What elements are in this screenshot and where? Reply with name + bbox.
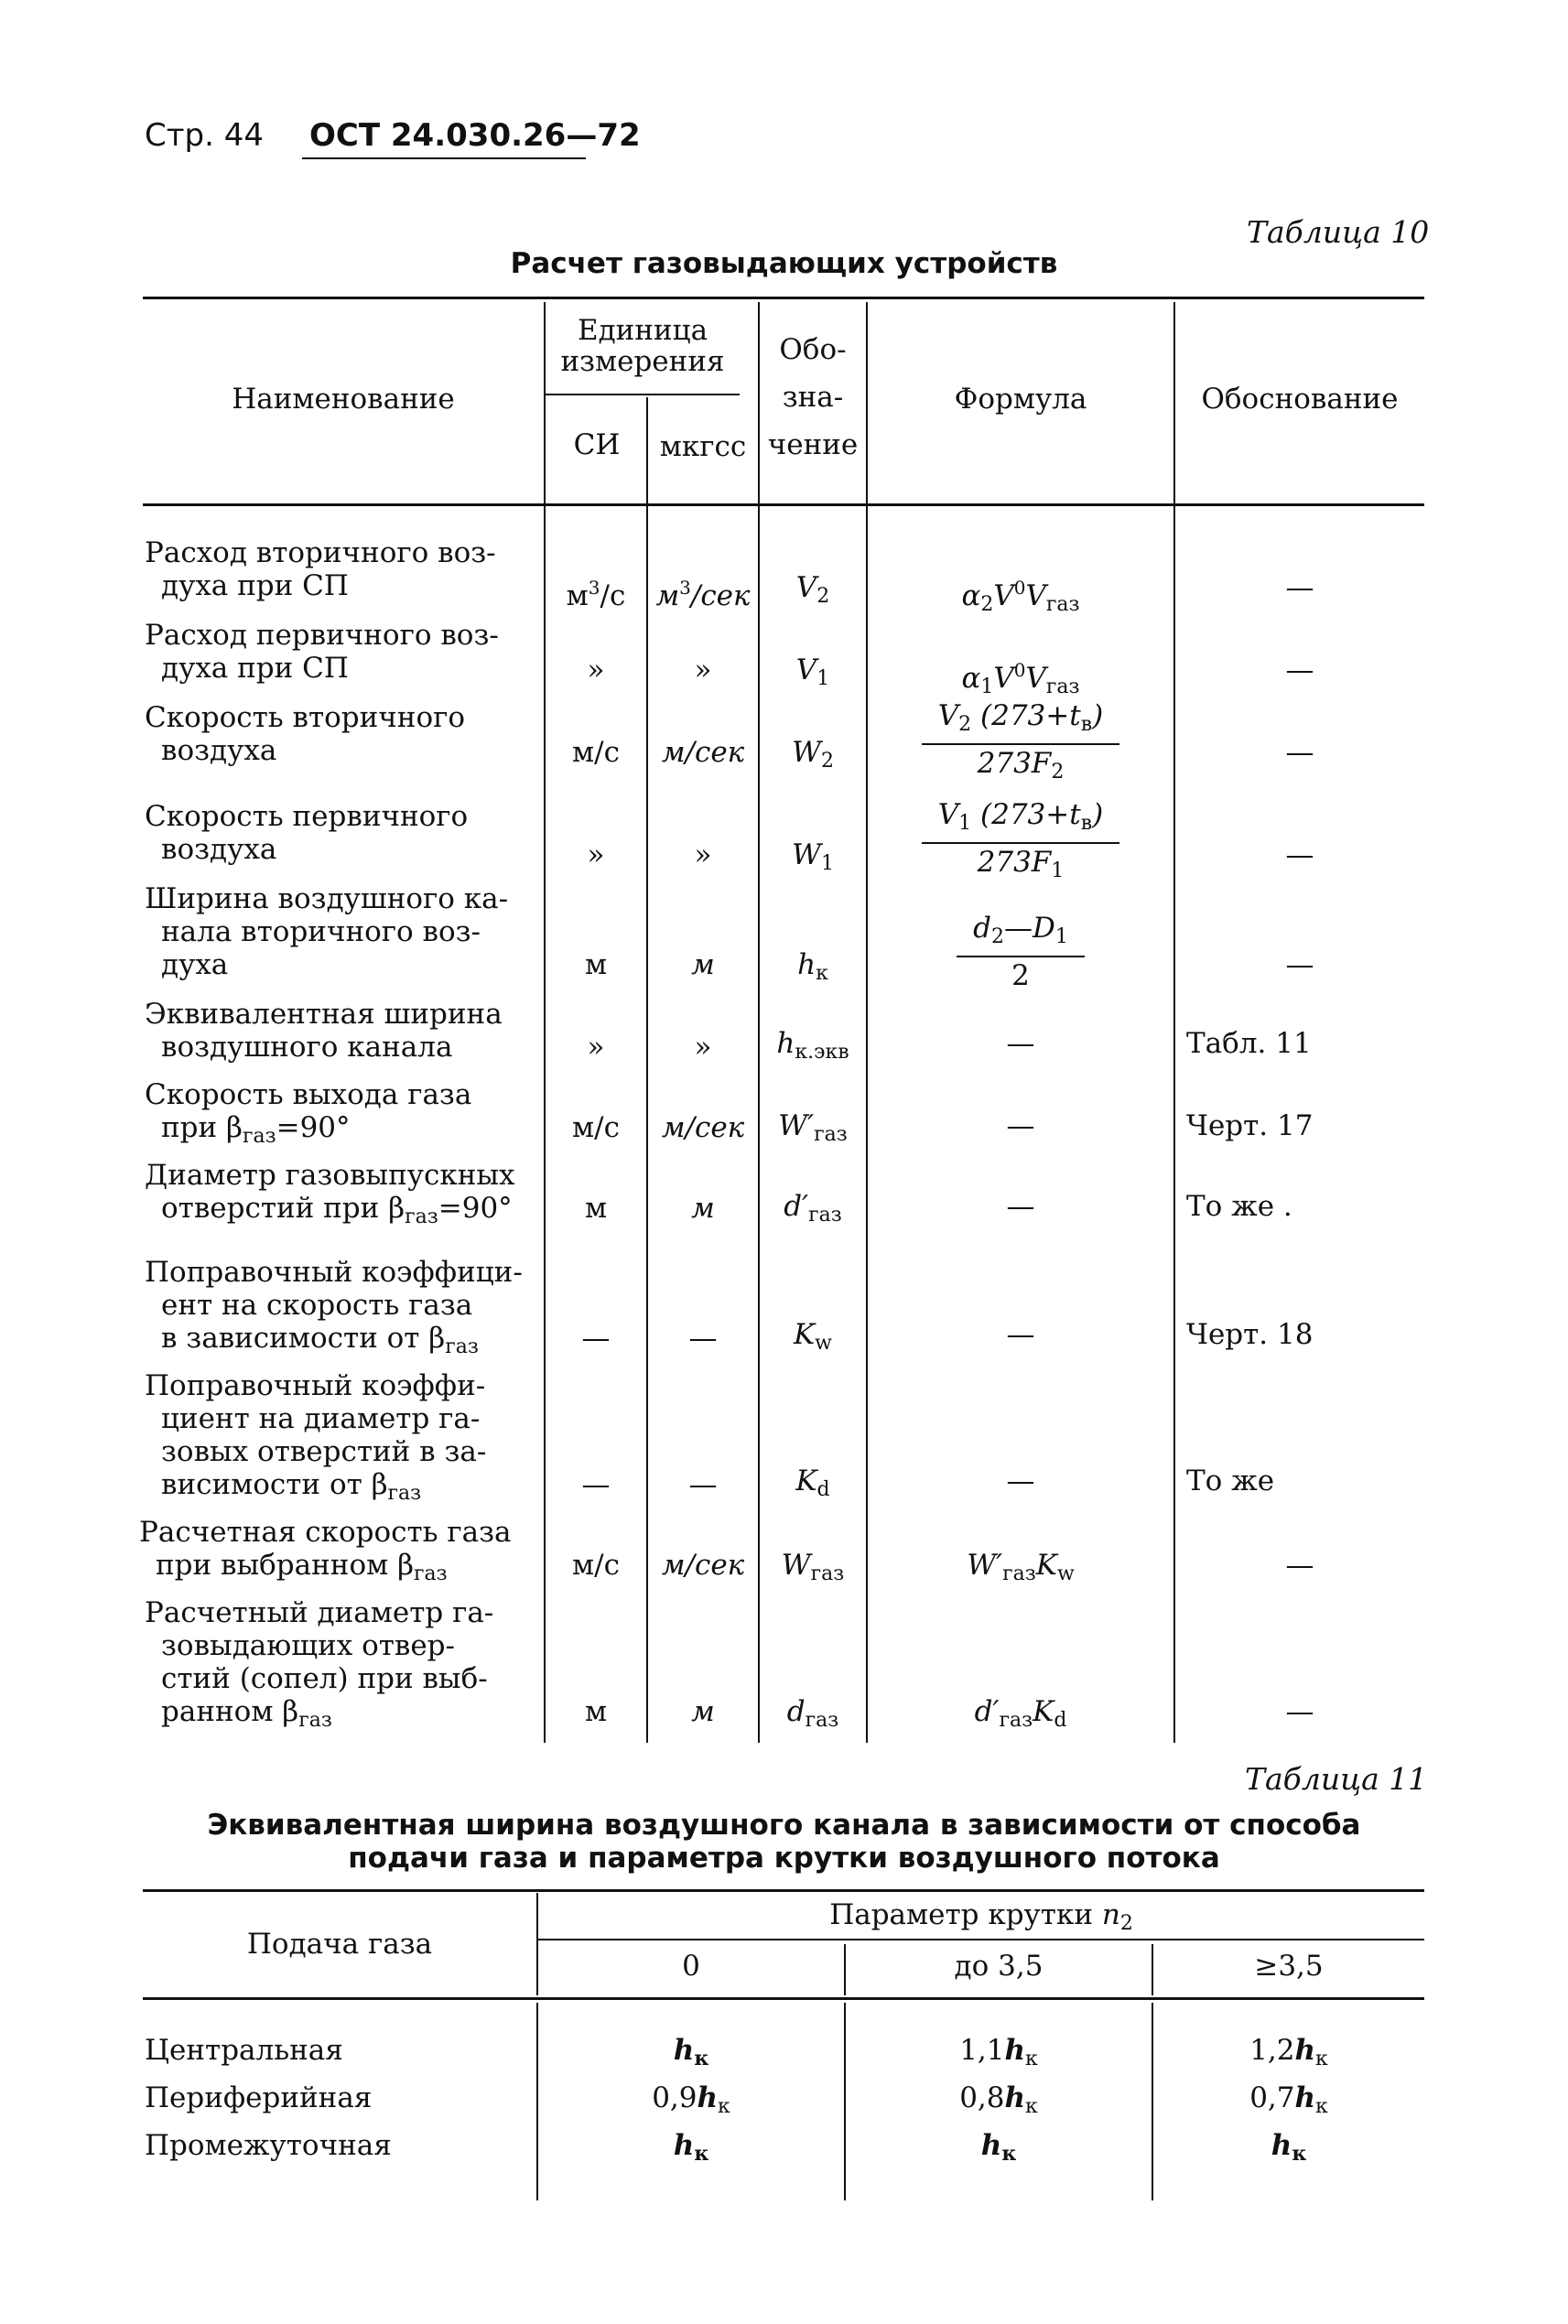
col-rule-3	[758, 302, 760, 1743]
row-7-formula: —	[1006, 1109, 1035, 1142]
row-4-formula	[868, 798, 1173, 888]
table10-row-6-name	[145, 998, 540, 1064]
row-3-formula	[868, 699, 1173, 789]
row-11-name-line-1: Расчетная скорость газа	[139, 1516, 512, 1549]
row-7-mkgss: м/сек	[661, 1111, 745, 1144]
row-12-si: м	[584, 1695, 608, 1728]
row-3-numerator: $V_2$ $(273+t_в)$	[922, 699, 1119, 745]
row-4-fraction	[922, 798, 1119, 888]
row-4-mkgss: »	[694, 838, 712, 871]
row-5-name-line-2: нала вторичного воз-	[161, 915, 481, 948]
row-12-basis: —	[1285, 1695, 1314, 1728]
row-5-formula	[868, 912, 1173, 992]
row-11-symbol: $W_{газ}$	[781, 1549, 845, 1585]
row-3-mkgss: м/сек	[661, 736, 745, 769]
header-unit-group-text: Единица измерения	[560, 314, 725, 378]
header-unit-si: СИ	[573, 428, 621, 461]
row-7-si: м/с	[572, 1111, 620, 1144]
row-11-name-line-2: при выбранном $\beta_{газ}$	[156, 1549, 448, 1585]
t11-row-1-c2: $1,2h_к$	[1249, 2034, 1328, 2070]
row-1-si: $м^3/с$	[566, 577, 626, 612]
table10-row-9-name	[145, 1256, 540, 1364]
table10-row-5-name	[145, 882, 540, 981]
table10-title: Расчет газовыдающих устройств	[510, 247, 1058, 280]
col-rule-1	[544, 302, 546, 1743]
row-9-mkgss: —	[688, 1322, 718, 1355]
row-6-symbol: $h_{к.экв}$	[776, 1027, 849, 1064]
row-4-basis: —	[1285, 838, 1314, 871]
row-11-mkgss: м/сек	[661, 1549, 745, 1582]
header-underline	[302, 157, 586, 159]
row-5-numerator: $d_2—D_1$	[957, 912, 1085, 957]
row-9-si: —	[581, 1322, 611, 1355]
t11-header-c1: до 3,5	[954, 1950, 1044, 1983]
row-2-symbol: $V_1$	[795, 654, 830, 690]
row-9-name-line-1: Поправочный коэффици-	[145, 1256, 523, 1289]
page-number: Стр. 44	[145, 117, 265, 154]
row-10-name-line-2: циент на диаметр га-	[161, 1402, 481, 1435]
row-11-basis: —	[1285, 1549, 1314, 1582]
table11-title-line-2: подачи газа и параметра крутки воздушного потока	[348, 1842, 1220, 1875]
row-1-name-line-1: Расход вторичного воз-	[145, 536, 496, 569]
t11-row-2-c2: $0,7h_к$	[1249, 2081, 1328, 2118]
t11-row-1-c1: $1,1h_к$	[959, 2034, 1038, 2070]
row-4-si: »	[587, 838, 605, 871]
row-9-symbol: $K_w$	[793, 1318, 832, 1355]
row-12-name-line-1: Расчетный диаметр га-	[145, 1596, 494, 1629]
t11-row-2-c1: $0,8h_к$	[959, 2081, 1038, 2118]
row-10-formula: —	[1006, 1465, 1035, 1497]
row-10-name-line-1: Поправочный коэффи-	[145, 1369, 486, 1402]
row-3-name-line-2: воздуха	[161, 734, 277, 767]
t11-row-3-c0: $h_к$	[673, 2129, 709, 2166]
row-4-denominator: $273F_1$	[977, 846, 1065, 882]
table10-row-11-name	[139, 1516, 540, 1591]
row-2-name-line-1: Расход первичного воз-	[145, 619, 499, 652]
row-6-name-line-1: Эквивалентная ширина	[145, 998, 503, 1031]
row-10-mkgss: —	[688, 1468, 718, 1501]
row-3-basis: —	[1285, 736, 1314, 769]
header-name: Наименование	[232, 383, 455, 416]
running-header	[145, 117, 641, 154]
col-rule-5	[1173, 302, 1175, 1743]
table11-top-rule	[143, 1889, 1424, 1892]
row-2-si: »	[587, 654, 605, 686]
t11-row-3-c2: $h_к$	[1271, 2129, 1307, 2166]
row-6-si: »	[587, 1031, 605, 1064]
header-formula: Формула	[954, 383, 1087, 416]
table10-row-1-name	[145, 536, 540, 602]
table10-row-8-name	[145, 1159, 540, 1234]
row-5-basis: —	[1285, 948, 1314, 981]
row-3-si: м/с	[572, 736, 620, 769]
table10-top-rule	[143, 297, 1424, 299]
row-5-name-line-1: Ширина воздушного ка-	[145, 882, 509, 915]
row-7-name-line-2: при $\beta_{газ}=90^\circ$	[161, 1111, 351, 1148]
row-1-mkgss: $м^3$/сек	[655, 577, 751, 612]
header-basis: Обоснование	[1201, 383, 1399, 416]
table10-row-4-name	[145, 800, 540, 866]
row-11-formula: $W'_{газ}K_w$	[967, 1549, 1075, 1585]
table10-label: Таблица 10	[1247, 214, 1430, 250]
table10-row-12-name	[145, 1596, 540, 1737]
table11-title	[0, 1809, 1568, 1875]
row-5-mkgss: м	[691, 948, 715, 981]
row-8-name-line-1: Диаметр газовыпускных	[145, 1159, 515, 1192]
row-9-basis: Черт. 18	[1186, 1318, 1314, 1351]
row-8-symbol: $d'_{газ}$	[784, 1190, 842, 1227]
standard-number: ОСТ 24.030.26—72	[309, 117, 641, 154]
row-6-formula: —	[1006, 1027, 1035, 1060]
t11-header-supply: Подача газа	[246, 1928, 433, 1961]
t11-header-c2: ≥3,5	[1254, 1950, 1324, 1983]
table10-header-bottom-rule	[143, 503, 1424, 506]
row-10-name-line-4: висимости от $\beta_{газ}$	[161, 1468, 422, 1505]
row-10-si: —	[581, 1468, 611, 1501]
row-10-name-line-3: зовых отверстий в за-	[161, 1435, 487, 1468]
row-12-name-line-2: зовыдающих отвер-	[161, 1629, 456, 1662]
unit-group-rule	[546, 394, 740, 395]
row-5-symbol: $h_к$	[797, 948, 828, 985]
row-8-formula: —	[1006, 1190, 1035, 1223]
header-symbol-line-2: зна-	[782, 381, 844, 414]
t11-row-1-c0: $h_к$	[673, 2034, 709, 2070]
table11-header-bottom-rule	[143, 1997, 1424, 2000]
row-12-name-line-3: стий (сопел) при выб-	[161, 1662, 488, 1695]
row-8-basis: То же .	[1186, 1190, 1292, 1223]
row-8-si: м	[584, 1192, 608, 1225]
row-3-fraction	[922, 699, 1119, 789]
row-1-formula: $\alpha_2V^0V_{газ}$	[961, 577, 1080, 616]
row-1-symbol: $V_2$	[795, 571, 830, 608]
table10-row-2-name	[145, 619, 540, 685]
row-7-name-line-1: Скорость выхода газа	[145, 1078, 472, 1111]
table11-title-line-1: Эквивалентная ширина воздушного канала в зависимости от способа	[207, 1809, 1361, 1842]
table10-row-10-name	[145, 1369, 540, 1510]
header-symbol	[760, 326, 866, 469]
row-10-symbol: $K_d$	[795, 1465, 830, 1501]
row-4-name-line-1: Скорость первичного	[145, 800, 469, 833]
t11-row-3-supply: Промежуточная	[145, 2129, 392, 2162]
row-4-numerator: $V_1$ $(273+t_в)$	[922, 798, 1119, 844]
t11-row-2-supply: Периферийная	[145, 2081, 373, 2114]
row-11-si: м/с	[572, 1549, 620, 1582]
row-6-name-line-2: воздушного канала	[161, 1031, 453, 1064]
header-unit-group	[547, 315, 738, 377]
header-symbol-line-3: чение	[767, 428, 859, 461]
row-2-mkgss: »	[694, 654, 712, 686]
row-9-name-line-3: в зависимости от $\beta_{газ}$	[161, 1322, 479, 1358]
row-4-symbol: $W_1$	[792, 838, 834, 875]
table10-row-3-name	[145, 701, 540, 767]
row-3-name-line-1: Скорость вторичного	[145, 701, 466, 734]
header-symbol-line-1: Обо-	[779, 333, 847, 366]
row-2-basis: —	[1285, 654, 1314, 686]
row-7-basis: Черт. 17	[1186, 1109, 1314, 1142]
row-2-name-line-2: духа при СП	[161, 652, 349, 685]
row-12-symbol: $d_{газ}$	[786, 1695, 839, 1732]
table11-label: Таблица 11	[1245, 1761, 1428, 1797]
row-12-name-line-4: ранном $\beta_{газ}$	[161, 1695, 332, 1732]
table10-row-7-name	[145, 1078, 540, 1153]
row-12-formula: $d'_{газ}K_d$	[974, 1695, 1067, 1732]
row-5-denominator: 2	[1011, 959, 1030, 992]
t11-header-param-group: Параметр крутки $n_2$	[829, 1898, 1133, 1935]
row-4-name-line-2: воздуха	[161, 833, 277, 866]
row-10-basis: То же	[1186, 1465, 1275, 1497]
row-5-si: м	[584, 948, 608, 981]
row-12-mkgss: м	[691, 1695, 715, 1728]
t11-row-2-c0: $0,9h_к$	[652, 2081, 730, 2118]
row-1-basis: —	[1285, 571, 1314, 604]
row-6-basis: Табл. 11	[1186, 1027, 1312, 1060]
row-2-formula: $\alpha_1V^0V_{газ}$	[961, 659, 1080, 698]
t11-header-c0: 0	[682, 1950, 700, 1983]
row-6-mkgss: »	[694, 1031, 712, 1064]
header-unit-mkgss: мкгсс	[659, 430, 747, 463]
row-8-mkgss: м	[691, 1192, 715, 1225]
row-7-symbol: $W'_{газ}$	[778, 1109, 848, 1146]
row-5-fraction	[957, 912, 1085, 992]
row-1-name-line-2: духа при СП	[161, 569, 349, 602]
row-9-formula: —	[1006, 1318, 1035, 1351]
row-3-denominator: $273F_2$	[977, 747, 1065, 784]
row-8-name-line-2: отверстий при $\beta_{газ}=90^\circ$	[161, 1192, 513, 1228]
row-3-symbol: $W_2$	[792, 736, 834, 773]
col-rule-4	[866, 302, 868, 1743]
t11-row-1-supply: Центральная	[145, 2034, 343, 2067]
row-5-name-line-3: духа	[161, 948, 229, 981]
row-9-name-line-2: ент на скорость газа	[161, 1289, 473, 1322]
t11-row-3-c1: $h_к$	[980, 2129, 1017, 2166]
